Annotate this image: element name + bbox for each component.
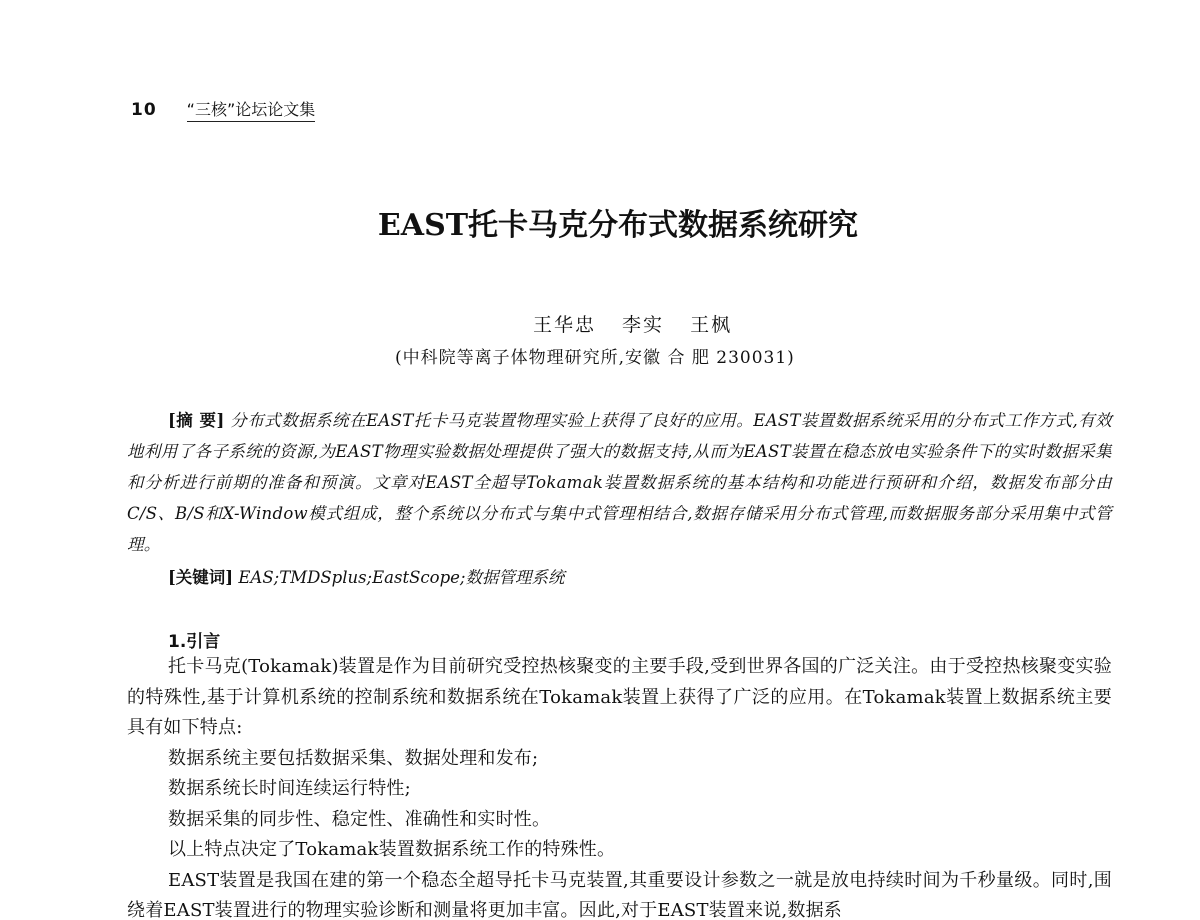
section-heading: 1.引言 [168,632,221,652]
list-item: 以上特点决定了Tokamak装置数据系统工作的特殊性。 [168,839,616,860]
keywords-text: EAS;TMDSplus;EastScope;数据管理系统 [233,568,565,587]
keywords [168,564,564,588]
abstract-text: 分布式数据系统在EAST托卡马克装置物理实验上获得了良好的应用。EAST装置数据系统采用的分布式工作方式,有效地利用了各子系统的资源,为EAST物理实验数据处理提供了强大的数据支持,从而为EAST装置在稳态放电实验条件下的实时数据采集和分析进行前期的准备和预演。文章对EAST全超导Tokamak装置数据系统的基本结构和功能进行预研和介绍，数据发布部分由C/S、B/S和X-Window模式组成，整个系统以分布式与集中式管理相结合,数据存储采用分布式管理,而数据服务部分采用集中式管理。 [127,411,1112,554]
keywords-label: [关键词] [168,568,234,587]
list-item: 数据采集的同步性、稳定性、准确性和实时性。 [168,808,551,830]
abstract-label: [摘 要] [168,411,225,430]
paper-title: EAST托卡马克分布式数据系统研究 [377,208,859,243]
abstract [127,405,1112,560]
intro-paragraph: 托卡马克(Tokamak)装置是作为目前研究受控热核聚变的主要手段,受到世界各国的广泛关注。由于受控热核聚变实验的特殊性,基于计算机系统的控制系统和数据系统在Tokamak装置上获得了广泛的应用。在Tokamak装置上数据系统主要具有如下特点: [127,656,1112,738]
list-item: 数据系统主要包括数据采集、数据处理和发布; [168,747,539,769]
list-item: 数据系统长时间连续运行特性; [168,778,411,799]
running-header [131,97,315,122]
body-paragraph: EAST装置是我国在建的第一个稳态全超导托卡马克装置,其重要设计参数之一就是放电持续时间为千秒量级。同时,围绕着EAST装置进行的物理实验诊断和测量将更加丰富。因此,对于EAST装置来说,数据系 [127,869,1112,920]
author-list: 王华忠 李实 王枫 [533,314,733,336]
section-body [127,652,1112,920]
author-affiliation: (中科院等离子体物理研究所,安徽 合 肥 230031) [395,348,795,368]
journal-name: “三核”论坛论文集 [187,97,316,122]
page-number: 10 [131,100,157,120]
